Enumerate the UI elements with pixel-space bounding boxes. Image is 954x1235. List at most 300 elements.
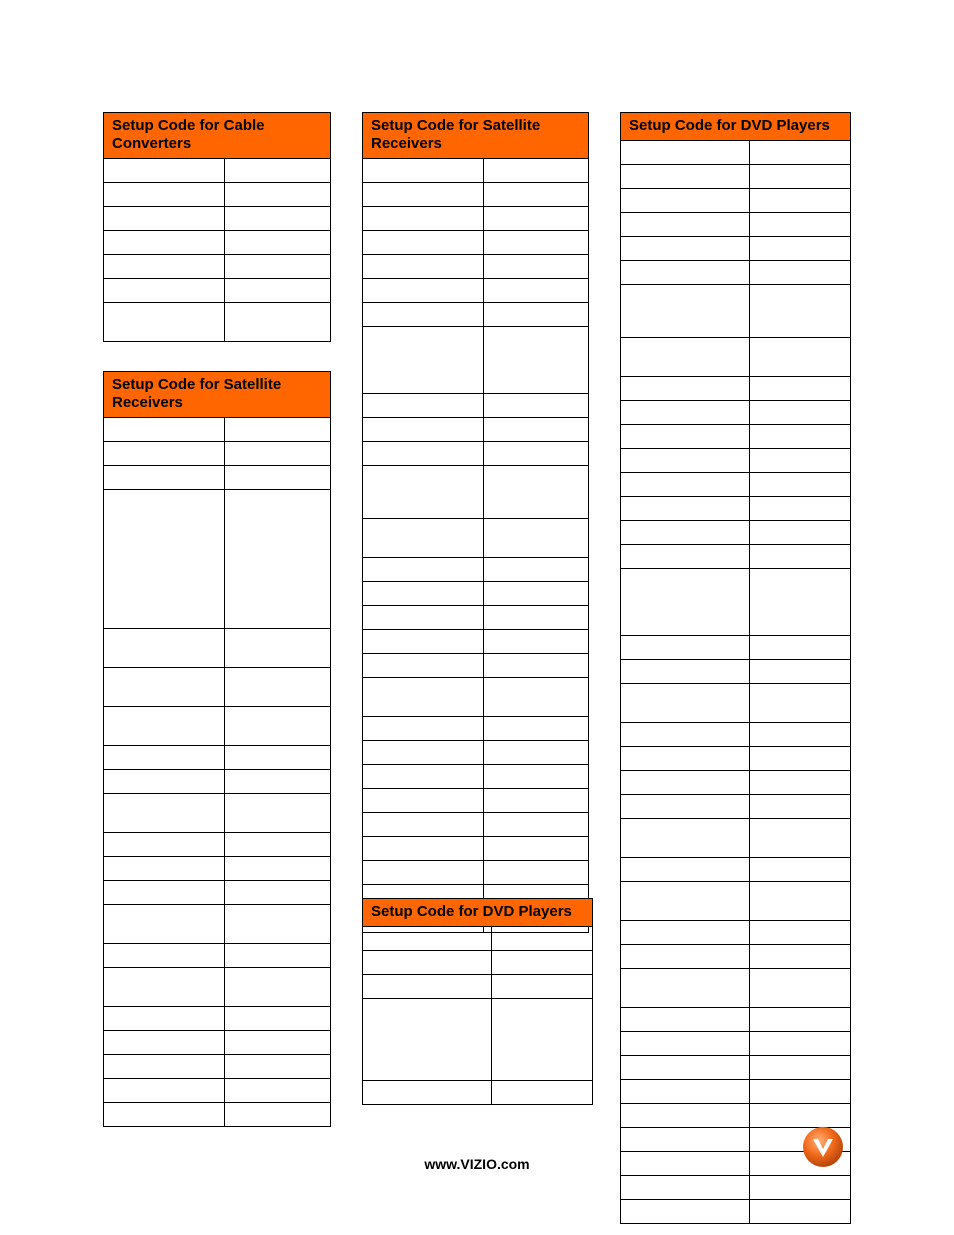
brand-cell [621,660,750,684]
brand-cell [621,569,750,636]
table-row [363,927,593,951]
brand-cell [363,741,484,765]
brand-cell [363,861,484,885]
brand-cell [104,1007,225,1031]
setup-code-table [103,112,331,342]
table-row [104,231,331,255]
brand-cell [104,418,225,442]
brand-cell [621,1056,750,1080]
table-row [104,183,331,207]
brand-cell [363,630,484,654]
brand-cell [104,490,225,629]
brand-cell [363,1081,492,1105]
brand-cell [621,858,750,882]
code-cell [750,449,851,473]
brand-cell [621,338,750,377]
table-row [104,905,331,944]
table-row [363,466,589,519]
code-cell [492,951,593,975]
table-row [104,303,331,342]
table-row [363,741,589,765]
code-cell [225,183,331,207]
brand-cell [621,819,750,858]
table-row [363,1081,593,1105]
code-cell [750,497,851,521]
code-cell [484,813,589,837]
code-cell [750,945,851,969]
brand-cell [621,795,750,819]
code-cell [484,207,589,231]
code-cell [225,442,331,466]
table-row [363,861,589,885]
table-title: Setup Code for Satellite Receivers [363,113,589,159]
code-cell [484,765,589,789]
table-row [104,1007,331,1031]
code-cell [484,466,589,519]
table-row [104,1055,331,1079]
code-cell [484,394,589,418]
code-cell [750,1056,851,1080]
table-row [621,401,851,425]
table-row [363,442,589,466]
table-row [621,569,851,636]
brand-cell [104,1055,225,1079]
code-cell [225,418,331,442]
table-row [104,159,331,183]
table-row [621,545,851,569]
code-cell [484,183,589,207]
code-cell [484,255,589,279]
brand-cell [621,189,750,213]
table-row [104,668,331,707]
table-row [104,1103,331,1127]
code-cell [225,255,331,279]
brand-cell [621,425,750,449]
code-cell [750,969,851,1008]
brand-cell [621,684,750,723]
table-row [363,303,589,327]
brand-cell [363,678,484,717]
brand-cell [621,882,750,921]
code-cell [750,684,851,723]
code-cell [492,975,593,999]
table-row [363,999,593,1081]
table-title: Setup Code for DVD Players [363,899,593,927]
brand-cell [104,303,225,342]
brand-cell [363,789,484,813]
table-row [104,968,331,1007]
code-cell [492,999,593,1081]
table-row [621,969,851,1008]
code-cell [750,237,851,261]
table-title: Setup Code for DVD Players [621,113,851,141]
table-row [621,338,851,377]
code-cell [750,377,851,401]
table-row [104,629,331,668]
table-row [621,882,851,921]
code-cell [484,630,589,654]
code-cell [225,707,331,746]
table-row [363,813,589,837]
table-row [363,630,589,654]
table-row [363,279,589,303]
code-cell [225,905,331,944]
brand-cell [621,945,750,969]
table-row [621,1200,851,1224]
table-row [104,707,331,746]
brand-cell [104,968,225,1007]
brand-cell [621,261,750,285]
code-cell [750,1104,851,1128]
table-row [621,261,851,285]
table-row [104,1079,331,1103]
brand-cell [621,1176,750,1200]
table-row [621,1008,851,1032]
brand-cell [104,442,225,466]
code-cell [484,582,589,606]
brand-cell [621,141,750,165]
code-cell [225,231,331,255]
table-row [621,771,851,795]
code-cell [225,629,331,668]
table-row [363,558,589,582]
brand-cell [363,837,484,861]
code-cell [484,327,589,394]
table-row [363,159,589,183]
table-row [621,1104,851,1128]
brand-cell [621,213,750,237]
brand-cell [363,231,484,255]
table-row [104,833,331,857]
table-row [621,660,851,684]
brand-cell [104,770,225,794]
code-cell [750,285,851,338]
table-row [363,394,589,418]
brand-cell [104,279,225,303]
table-row [104,255,331,279]
code-cell [750,141,851,165]
table-row [363,207,589,231]
code-cell [225,1103,331,1127]
table-row [621,858,851,882]
brand-cell [363,207,484,231]
code-cell [750,795,851,819]
table-row [104,881,331,905]
table-row [104,1031,331,1055]
code-cell [225,466,331,490]
brand-cell [363,183,484,207]
brand-cell [363,951,492,975]
table-row [104,944,331,968]
brand-cell [104,944,225,968]
code-cell [750,261,851,285]
code-cell [484,442,589,466]
brand-cell [621,377,750,401]
code-cell [750,747,851,771]
code-cell [492,927,593,951]
code-cell [750,636,851,660]
brand-cell [104,183,225,207]
setup-code-table [362,898,593,1105]
code-cell [484,303,589,327]
brand-cell [363,279,484,303]
code-cell [225,1031,331,1055]
code-cell [225,881,331,905]
brand-cell [621,237,750,261]
brand-cell [104,668,225,707]
table-row [621,747,851,771]
brand-cell [621,747,750,771]
brand-cell [621,1032,750,1056]
table-row [621,473,851,497]
brand-cell [363,765,484,789]
table-row [363,606,589,630]
brand-cell [621,1104,750,1128]
brand-cell [621,771,750,795]
code-cell [225,746,331,770]
code-cell [750,213,851,237]
brand-cell [621,401,750,425]
code-cell [484,159,589,183]
table-row [363,582,589,606]
code-cell [750,401,851,425]
table-row [621,497,851,521]
table-row [363,327,589,394]
table-row [621,213,851,237]
table-title: Setup Code for Satellite Receivers [104,372,331,418]
brand-cell [363,582,484,606]
brand-cell [363,999,492,1081]
table-row [621,684,851,723]
brand-cell [621,545,750,569]
code-cell [225,968,331,1007]
code-cell [484,279,589,303]
brand-cell [621,449,750,473]
code-cell [750,425,851,449]
table-row [363,231,589,255]
brand-cell [363,558,484,582]
code-cell [750,338,851,377]
table-row [621,377,851,401]
brand-cell [104,1079,225,1103]
brand-cell [621,285,750,338]
brand-cell [363,394,484,418]
code-cell [484,558,589,582]
setup-code-table [362,112,589,933]
brand-cell [363,418,484,442]
code-cell [225,857,331,881]
brand-cell [363,159,484,183]
code-cell [225,1055,331,1079]
table-row [104,207,331,231]
code-cell [750,1008,851,1032]
table-row [621,636,851,660]
table-row [363,654,589,678]
code-cell [225,1007,331,1031]
code-cell [225,833,331,857]
brand-cell [363,654,484,678]
brand-cell [104,1103,225,1127]
brand-cell [621,1128,750,1152]
table-row [621,141,851,165]
table-row [621,921,851,945]
table-row [621,1080,851,1104]
code-cell [484,606,589,630]
table-row [104,418,331,442]
table-row [104,746,331,770]
code-cell [225,794,331,833]
brand-cell [363,466,484,519]
table-row [621,945,851,969]
table-row [363,678,589,717]
code-cell [750,545,851,569]
table-row [363,519,589,558]
code-cell [225,770,331,794]
code-cell [750,569,851,636]
brand-cell [363,303,484,327]
code-cell [225,303,331,342]
table-row [363,255,589,279]
table-row [621,1032,851,1056]
table-row [621,1176,851,1200]
brand-cell [363,606,484,630]
code-cell [484,789,589,813]
brand-cell [621,636,750,660]
code-cell [750,473,851,497]
code-cell [750,521,851,545]
table-row [621,819,851,858]
brand-cell [621,521,750,545]
footer-url: www.VIZIO.com [424,1156,530,1172]
table-row [104,442,331,466]
code-cell [225,159,331,183]
table-row [621,449,851,473]
table-row [363,951,593,975]
table-row [104,857,331,881]
table-row [621,189,851,213]
code-cell [225,944,331,968]
code-cell [750,1200,851,1224]
brand-cell [621,969,750,1008]
brand-cell [621,723,750,747]
code-cell [225,490,331,629]
brand-cell [363,519,484,558]
code-cell [750,1080,851,1104]
brand-cell [363,975,492,999]
code-cell [484,654,589,678]
vizio-logo-icon [802,1126,844,1168]
brand-cell [104,629,225,668]
brand-cell [104,905,225,944]
table-row [621,1056,851,1080]
brand-cell [104,466,225,490]
code-cell [750,771,851,795]
code-cell [750,1032,851,1056]
code-cell [484,519,589,558]
table-row [104,770,331,794]
code-cell [750,882,851,921]
code-cell [750,660,851,684]
table-row [363,418,589,442]
table-row [104,490,331,629]
brand-cell [363,927,492,951]
code-cell [484,678,589,717]
code-cell [225,668,331,707]
brand-cell [363,327,484,394]
brand-cell [104,159,225,183]
setup-code-table [620,112,851,1224]
code-cell [750,819,851,858]
code-cell [492,1081,593,1105]
brand-cell [104,207,225,231]
code-cell [750,165,851,189]
brand-cell [621,1200,750,1224]
brand-cell [621,473,750,497]
code-cell [484,837,589,861]
brand-cell [104,746,225,770]
table-row [104,794,331,833]
code-cell [484,741,589,765]
brand-cell [104,255,225,279]
table-title: Setup Code for Cable Converters [104,113,331,159]
code-cell [750,723,851,747]
table-row [363,789,589,813]
table-row [621,795,851,819]
code-cell [484,231,589,255]
table-row [363,765,589,789]
table-row [104,466,331,490]
code-cell [225,279,331,303]
brand-cell [621,165,750,189]
code-cell [484,861,589,885]
brand-cell [104,794,225,833]
brand-cell [104,707,225,746]
brand-cell [363,813,484,837]
setup-code-table [103,371,331,1127]
brand-cell [104,881,225,905]
brand-cell [363,717,484,741]
code-cell [750,921,851,945]
brand-cell [104,833,225,857]
table-row [621,165,851,189]
table-row [621,521,851,545]
brand-cell [621,921,750,945]
code-cell [484,418,589,442]
brand-cell [104,1031,225,1055]
table-row [363,837,589,861]
table-row [104,279,331,303]
code-cell [225,1079,331,1103]
brand-cell [621,1008,750,1032]
code-cell [750,858,851,882]
brand-cell [621,497,750,521]
brand-cell [621,1080,750,1104]
code-cell [750,189,851,213]
table-row [621,723,851,747]
table-row [621,237,851,261]
brand-cell [363,255,484,279]
table-row [363,975,593,999]
table-row [363,183,589,207]
table-row [621,285,851,338]
brand-cell [104,231,225,255]
table-row [363,717,589,741]
code-cell [484,717,589,741]
brand-cell [363,442,484,466]
code-cell [750,1176,851,1200]
code-cell [225,207,331,231]
table-row [621,425,851,449]
